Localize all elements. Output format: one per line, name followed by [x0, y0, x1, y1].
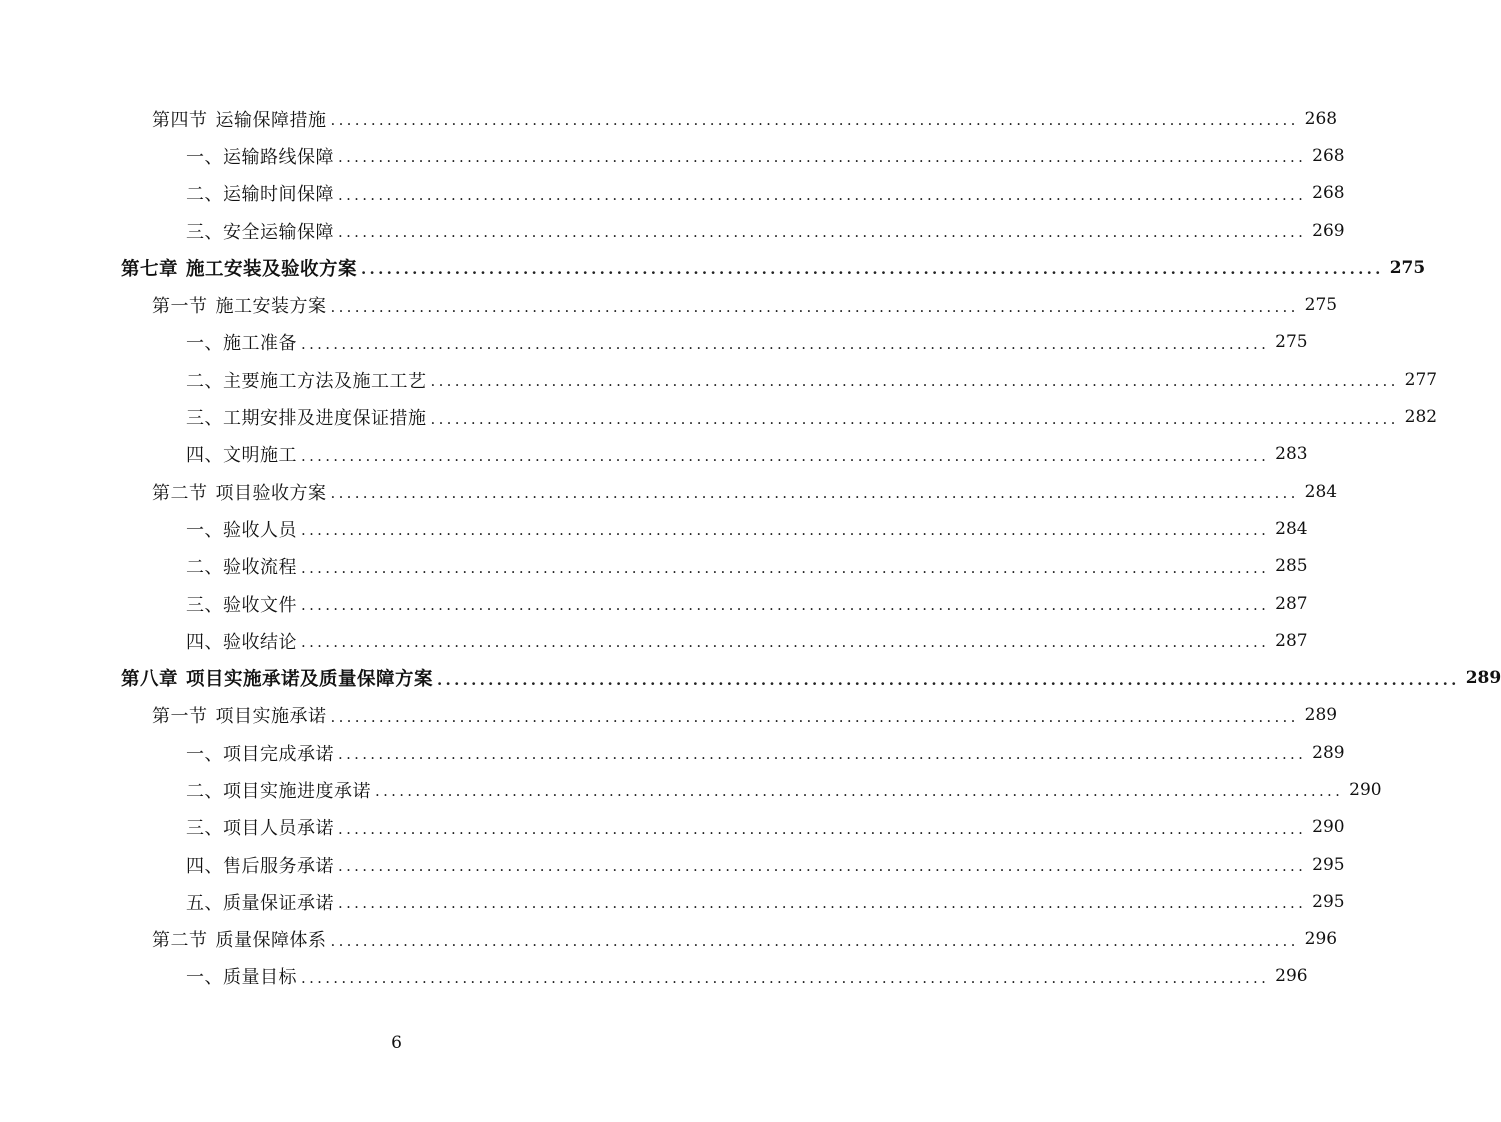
toc-entry-title: 施工准备 — [223, 333, 297, 355]
toc-entry-number: 四、 — [186, 445, 223, 467]
toc-entry-number: 五、 — [186, 892, 223, 914]
toc-entry-title: 运输保障措施 — [215, 109, 327, 131]
toc-dot-leader: ........................................................................................................................ — [338, 148, 1307, 167]
toc-dot-leader: ........................................................................................................................ — [330, 111, 1299, 130]
toc-entry-label — [152, 926, 327, 952]
toc-entry-label — [186, 218, 334, 244]
toc-subsection-entry[interactable] — [0, 175, 1345, 212]
toc-entry-title: 项目完成承诺 — [223, 743, 334, 765]
toc-entry-page: 268 — [1312, 183, 1345, 204]
toc-entry-title: 验收结论 — [223, 631, 297, 653]
toc-entry-label — [186, 329, 297, 355]
toc-entry-title: 工期安排及进度保证措施 — [223, 408, 427, 430]
toc-subsection-entry[interactable] — [0, 212, 1345, 249]
toc-entry-number: 四、 — [186, 631, 223, 653]
toc-entry-number: 一、 — [186, 743, 223, 765]
toc-entry-page: 290 — [1349, 779, 1382, 800]
toc-dot-leader: ........................................................................................................................ — [437, 670, 1460, 689]
toc-entry-number: 一、 — [186, 967, 223, 989]
toc-chapter-entry[interactable] — [0, 249, 1426, 286]
toc-entry-title: 施工安装及验收方案 — [186, 258, 358, 280]
toc-entry-title: 主要施工方法及施工工艺 — [223, 370, 427, 392]
toc-subsection-entry[interactable] — [0, 398, 1438, 435]
toc-entry-number: 第二节 — [152, 482, 208, 504]
toc-subsection-entry[interactable] — [0, 585, 1308, 622]
toc-entry-title: 项目实施承诺及质量保障方案 — [186, 669, 434, 691]
toc-entry-title: 运输时间保障 — [223, 184, 334, 206]
toc-entry-number: 一、 — [186, 519, 223, 541]
toc-entry-label — [186, 143, 334, 169]
toc-entry-number: 第四节 — [152, 109, 208, 131]
toc-entry-page: 287 — [1275, 593, 1308, 614]
toc-dot-leader: ........................................................................................................................ — [330, 484, 1299, 503]
toc-entry-number: 第七章 — [121, 258, 179, 280]
toc-entry-label — [152, 106, 327, 132]
toc-entry-page: 289 — [1312, 742, 1345, 763]
toc-entry-label — [186, 404, 427, 430]
toc-entry-title: 文明施工 — [223, 445, 297, 467]
toc-section-entry[interactable] — [0, 473, 1338, 510]
toc-entry-label — [152, 702, 327, 728]
toc-entry-label — [152, 479, 327, 505]
toc-entry-label — [186, 441, 297, 467]
toc-entry-page: 269 — [1312, 220, 1345, 241]
toc-dot-leader: ........................................................................................................................ — [301, 596, 1270, 614]
toc-entry-title: 运输路线保障 — [223, 146, 334, 168]
toc-dot-leader: ........................................................................................................................ — [338, 745, 1307, 764]
toc-section-entry[interactable] — [0, 697, 1338, 734]
toc-entry-title: 项目验收方案 — [215, 482, 327, 504]
toc-subsection-entry[interactable] — [0, 436, 1308, 473]
toc-entry-page: 277 — [1404, 369, 1438, 390]
toc-entry-title: 验收流程 — [223, 557, 297, 579]
toc-entry-page: 290 — [1312, 817, 1345, 838]
toc-entry-label — [186, 963, 297, 989]
toc-dot-leader: ........................................................................................................................ — [301, 334, 1270, 353]
toc-entry-label — [186, 553, 297, 579]
toc-entry-page: 275 — [1275, 332, 1308, 353]
toc-entry-number: 第一节 — [152, 706, 208, 728]
toc-entry-title: 售后服务承诺 — [223, 855, 334, 877]
toc-entry-number: 第一节 — [152, 296, 208, 318]
toc-entry-number: 三、 — [186, 408, 223, 430]
toc-dot-leader: ........................................................................................................................ — [338, 894, 1307, 913]
toc-entry-label — [121, 255, 357, 281]
toc-subsection-entry[interactable] — [0, 324, 1308, 361]
toc-entry-page: 268 — [1312, 145, 1345, 166]
toc-entry-page: 295 — [1312, 891, 1345, 912]
toc-dot-leader: ........................................................................................................................ — [375, 782, 1344, 801]
toc-entry-label — [152, 292, 327, 318]
toc-entry-number: 二、 — [186, 780, 223, 802]
toc-section-entry[interactable] — [0, 286, 1338, 323]
toc-entry-number: 一、 — [186, 146, 223, 168]
toc-entry-number: 四、 — [186, 855, 223, 877]
toc-entry-number: 三、 — [186, 594, 223, 616]
toc-entry-number: 第二节 — [152, 930, 208, 952]
toc-subsection-entry[interactable] — [0, 361, 1438, 398]
toc-entry-title: 验收文件 — [223, 594, 297, 616]
toc-dot-leader: ........................................................................................................................ — [301, 521, 1270, 540]
toc-entry-number: 第八章 — [121, 669, 179, 691]
toc-entry-title: 项目实施承诺 — [215, 706, 327, 728]
toc-entry-title: 施工安装方案 — [215, 296, 327, 318]
toc-section-entry[interactable] — [0, 100, 1338, 137]
toc-entry-page: 295 — [1312, 854, 1345, 875]
toc-entry-label — [186, 367, 427, 393]
toc-entry-label — [121, 665, 433, 691]
toc-entry-title: 项目人员承诺 — [223, 818, 334, 840]
toc-entry-page: 283 — [1275, 444, 1308, 465]
toc-dot-leader: ........................................................................................................................ — [430, 372, 1399, 391]
toc-entry-label — [186, 591, 297, 617]
toc-subsection-entry[interactable] — [0, 622, 1308, 659]
toc-entry-number: 二、 — [186, 370, 223, 392]
toc-dot-leader: ........................................................................................................................ — [430, 409, 1399, 428]
toc-entry-title: 质量保证承诺 — [223, 892, 334, 914]
toc-entry-label — [186, 777, 371, 803]
page-number: 6 — [391, 1033, 402, 1053]
toc-entry-title: 安全运输保障 — [223, 221, 334, 243]
toc-entry-title: 项目实施进度承诺 — [223, 780, 371, 802]
toc-dot-leader: ........................................................................................................................ — [338, 185, 1307, 204]
toc-entry-number: 三、 — [186, 818, 223, 840]
toc-entry-page: 296 — [1275, 966, 1308, 987]
toc-entry-title: 验收人员 — [223, 519, 297, 541]
toc-entry-label — [186, 814, 334, 840]
toc-dot-leader: ........................................................................................................................ — [301, 633, 1270, 652]
toc-dot-leader: ........................................................................................................................ — [301, 968, 1270, 987]
toc-dot-leader: ........................................................................................................................ — [330, 297, 1299, 316]
toc-entry-label — [186, 180, 334, 206]
toc-dot-leader: ........................................................................................................................ — [330, 931, 1299, 950]
toc-entry-label — [186, 889, 334, 915]
table-of-contents — [0, 100, 1501, 995]
toc-chapter-entry[interactable] — [0, 659, 1501, 696]
toc-entry-number: 二、 — [186, 184, 223, 206]
toc-entry-title: 质量保障体系 — [215, 930, 327, 952]
toc-entry-page: 289 — [1465, 668, 1501, 689]
toc-dot-leader: ........................................................................................................................ — [330, 707, 1299, 726]
toc-subsection-entry[interactable] — [0, 958, 1308, 995]
toc-entry-page: 268 — [1304, 108, 1338, 129]
toc-dot-leader: ........................................................................................................................ — [361, 260, 1384, 279]
toc-entry-number: 二、 — [186, 557, 223, 579]
toc-entry-number: 一、 — [186, 333, 223, 355]
toc-subsection-entry[interactable] — [0, 734, 1345, 771]
toc-subsection-entry[interactable] — [0, 771, 1382, 808]
toc-dot-leader: ........................................................................................................................ — [301, 558, 1270, 577]
toc-entry-label — [186, 852, 334, 878]
toc-entry-page: 285 — [1275, 556, 1308, 577]
toc-entry-page: 284 — [1304, 481, 1338, 502]
toc-subsection-entry[interactable] — [0, 510, 1308, 547]
toc-subsection-entry[interactable] — [0, 809, 1345, 846]
toc-entry-page: 296 — [1304, 929, 1338, 950]
toc-entry-number: 三、 — [186, 221, 223, 243]
toc-entry-page: 287 — [1275, 630, 1308, 651]
toc-entry-page: 284 — [1275, 518, 1308, 539]
toc-entry-page: 275 — [1304, 295, 1338, 316]
toc-dot-leader: ........................................................................................................................ — [301, 446, 1270, 465]
toc-section-entry[interactable] — [0, 921, 1338, 958]
toc-subsection-entry[interactable] — [0, 548, 1308, 585]
toc-entry-page: 289 — [1304, 705, 1338, 726]
toc-subsection-entry[interactable] — [0, 883, 1345, 920]
toc-entry-page: 275 — [1389, 257, 1426, 278]
toc-entry-title: 质量目标 — [223, 967, 297, 989]
toc-dot-leader: ........................................................................................................................ — [338, 819, 1307, 838]
toc-dot-leader: ........................................................................................................................ — [338, 857, 1307, 876]
toc-subsection-entry[interactable] — [0, 137, 1345, 174]
toc-dot-leader: ........................................................................................................................ — [338, 223, 1307, 242]
toc-entry-label — [186, 740, 334, 766]
toc-entry-label — [186, 516, 297, 542]
toc-subsection-entry[interactable] — [0, 846, 1345, 883]
toc-entry-label — [186, 628, 297, 654]
toc-entry-page: 282 — [1404, 407, 1438, 428]
